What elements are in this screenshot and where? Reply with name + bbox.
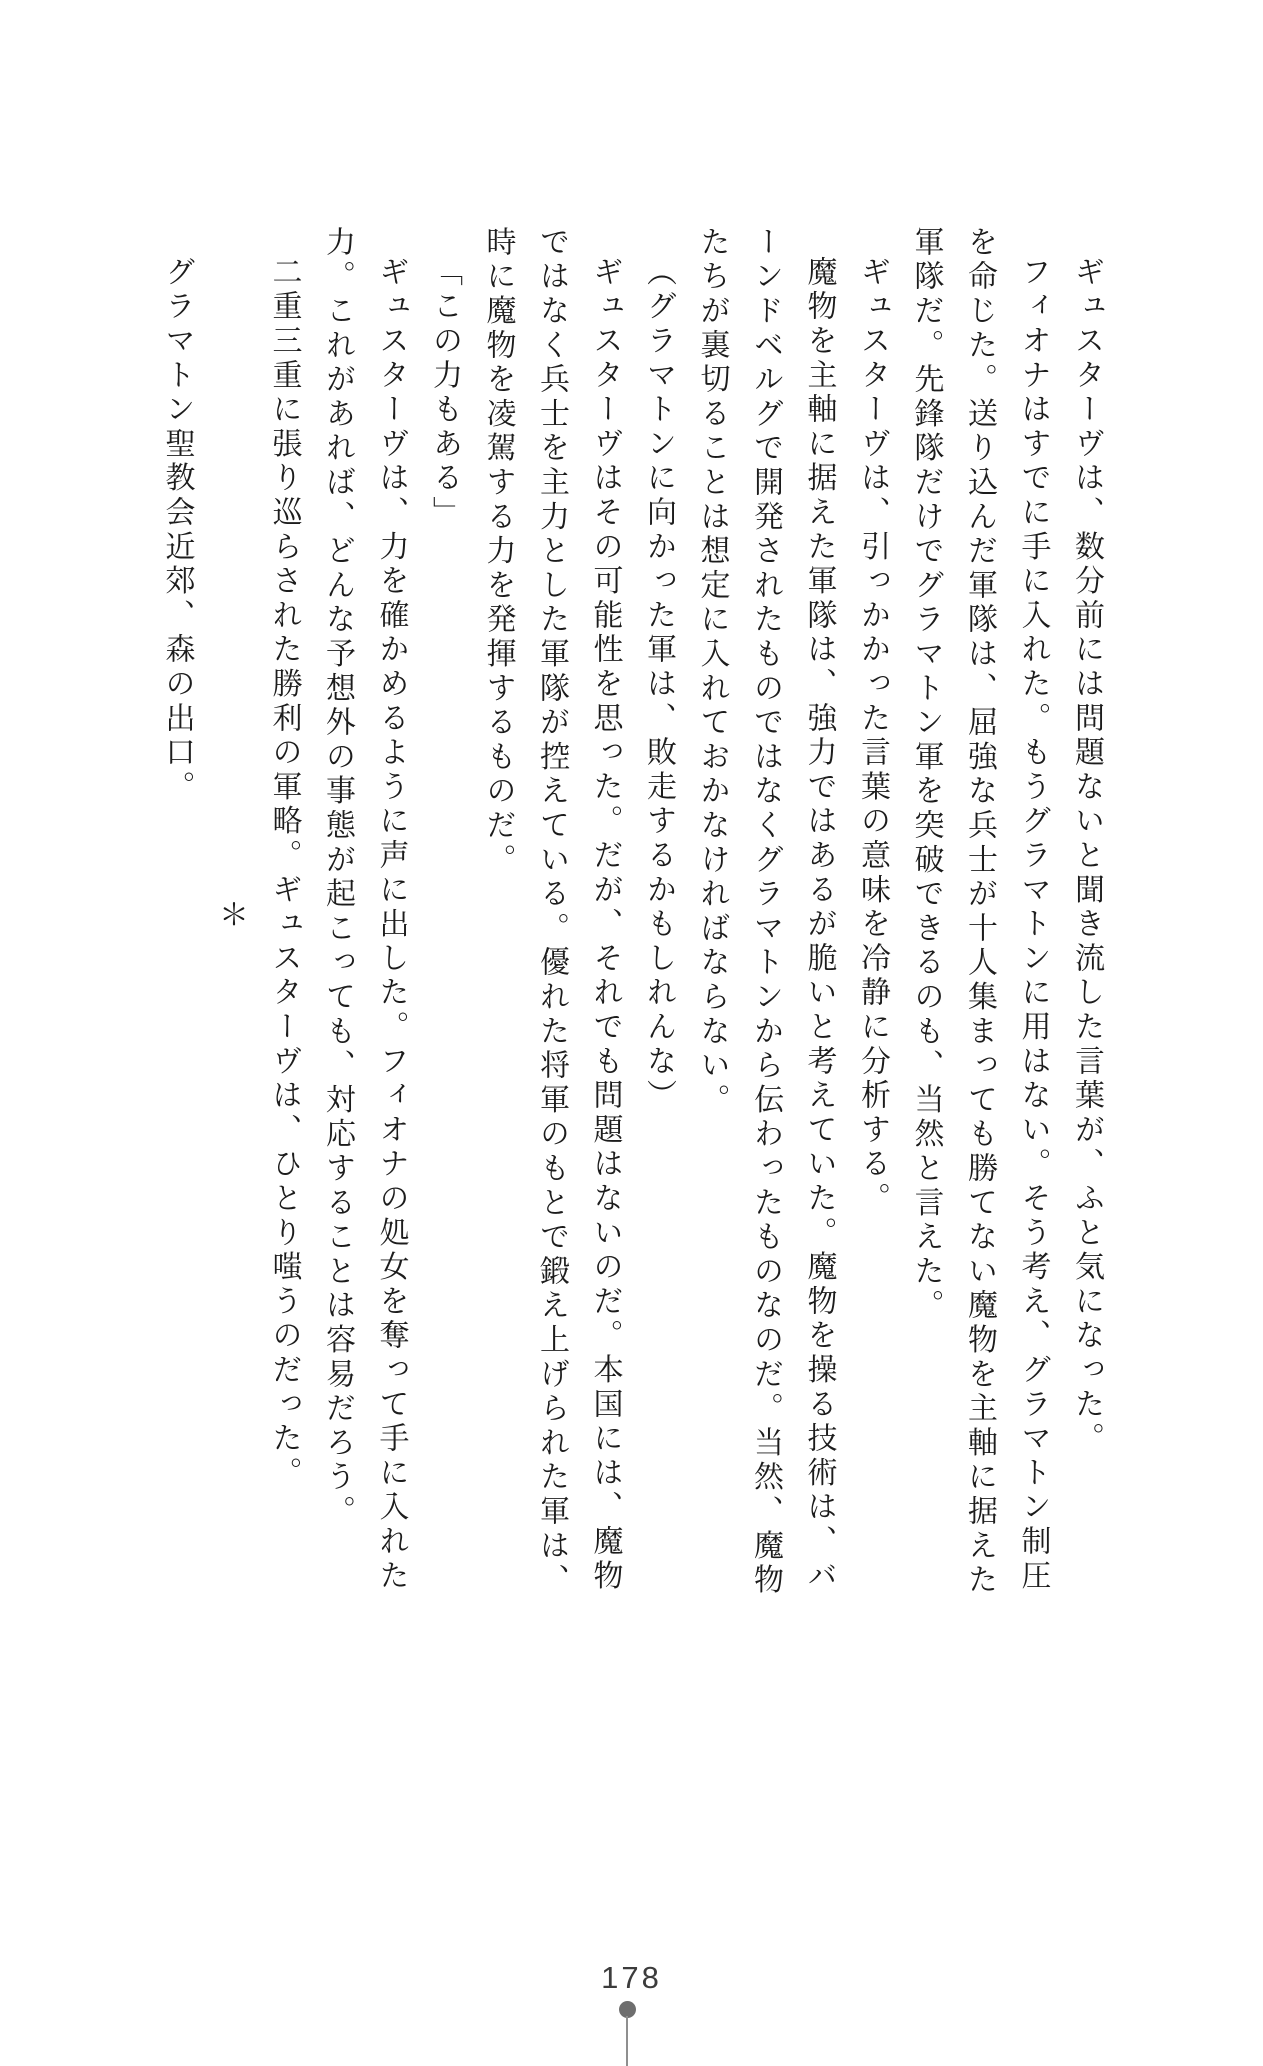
paragraph: 「この力もある」	[427, 256, 462, 531]
paragraph: 二重三重に張り巡らされた勝利の軍略。ギュスターヴは、ひとり嗤うのだった。	[266, 256, 302, 1491]
paragraph: グラマトン聖教会近郊、森の出口。	[159, 256, 195, 805]
footer-marker-line	[626, 2016, 628, 2066]
paragraph: ギュスターヴはその可能性を思った。だが、それでも問題はないのだ。本国には、魔物ではなく兵士を主力とした軍隊が控えている。優れた将軍のもとで鍛え上げられた軍は、時に魔物を凌駕する力を発揮するものだ。	[480, 226, 623, 1598]
paragraph: 魔物を主軸に据えた軍隊は、強力ではあるが脆いと考えていた。魔物を操る技術は、バーンドベルグで開発されたものではなくグラマトンから伝わったものなのだ。当然、魔物たちが裏切ることは想定に入れておかなければならない。	[694, 226, 837, 1598]
section-separator: ＊	[213, 899, 248, 929]
paragraph: フィオナはすでに手に入れた。もうグラマトンに用はない。そう考え、グラマトン制圧を命じた。送り込んだ軍隊は、屈強な兵士が十人集まっても勝てない魔物を主軸に据えた軍隊だ。先鋒隊だけでグラマトン軍を突破できるのも、当然と言えた。	[908, 226, 1051, 1598]
page-number: 178	[601, 1960, 662, 1995]
paragraph: ギュスターヴは、力を確かめるように声に出した。フィオナの処女を奪って手に入れた力。これがあれば、どんな予想外の事態が起こっても、対応することは容易だろう。	[320, 226, 409, 1594]
paragraph: ギュスターヴは、数分前には問題ないと聞き流した言葉が、ふと気になった。	[1069, 256, 1104, 1457]
paragraph: ギュスターヴは、引っかかった言葉の意味を冷静に分析する。	[855, 256, 890, 1217]
book-text-block	[150, 226, 1113, 1602]
paragraph: （グラマトンに向かった軍は、敗走するかもしれんな）	[641, 256, 676, 1114]
